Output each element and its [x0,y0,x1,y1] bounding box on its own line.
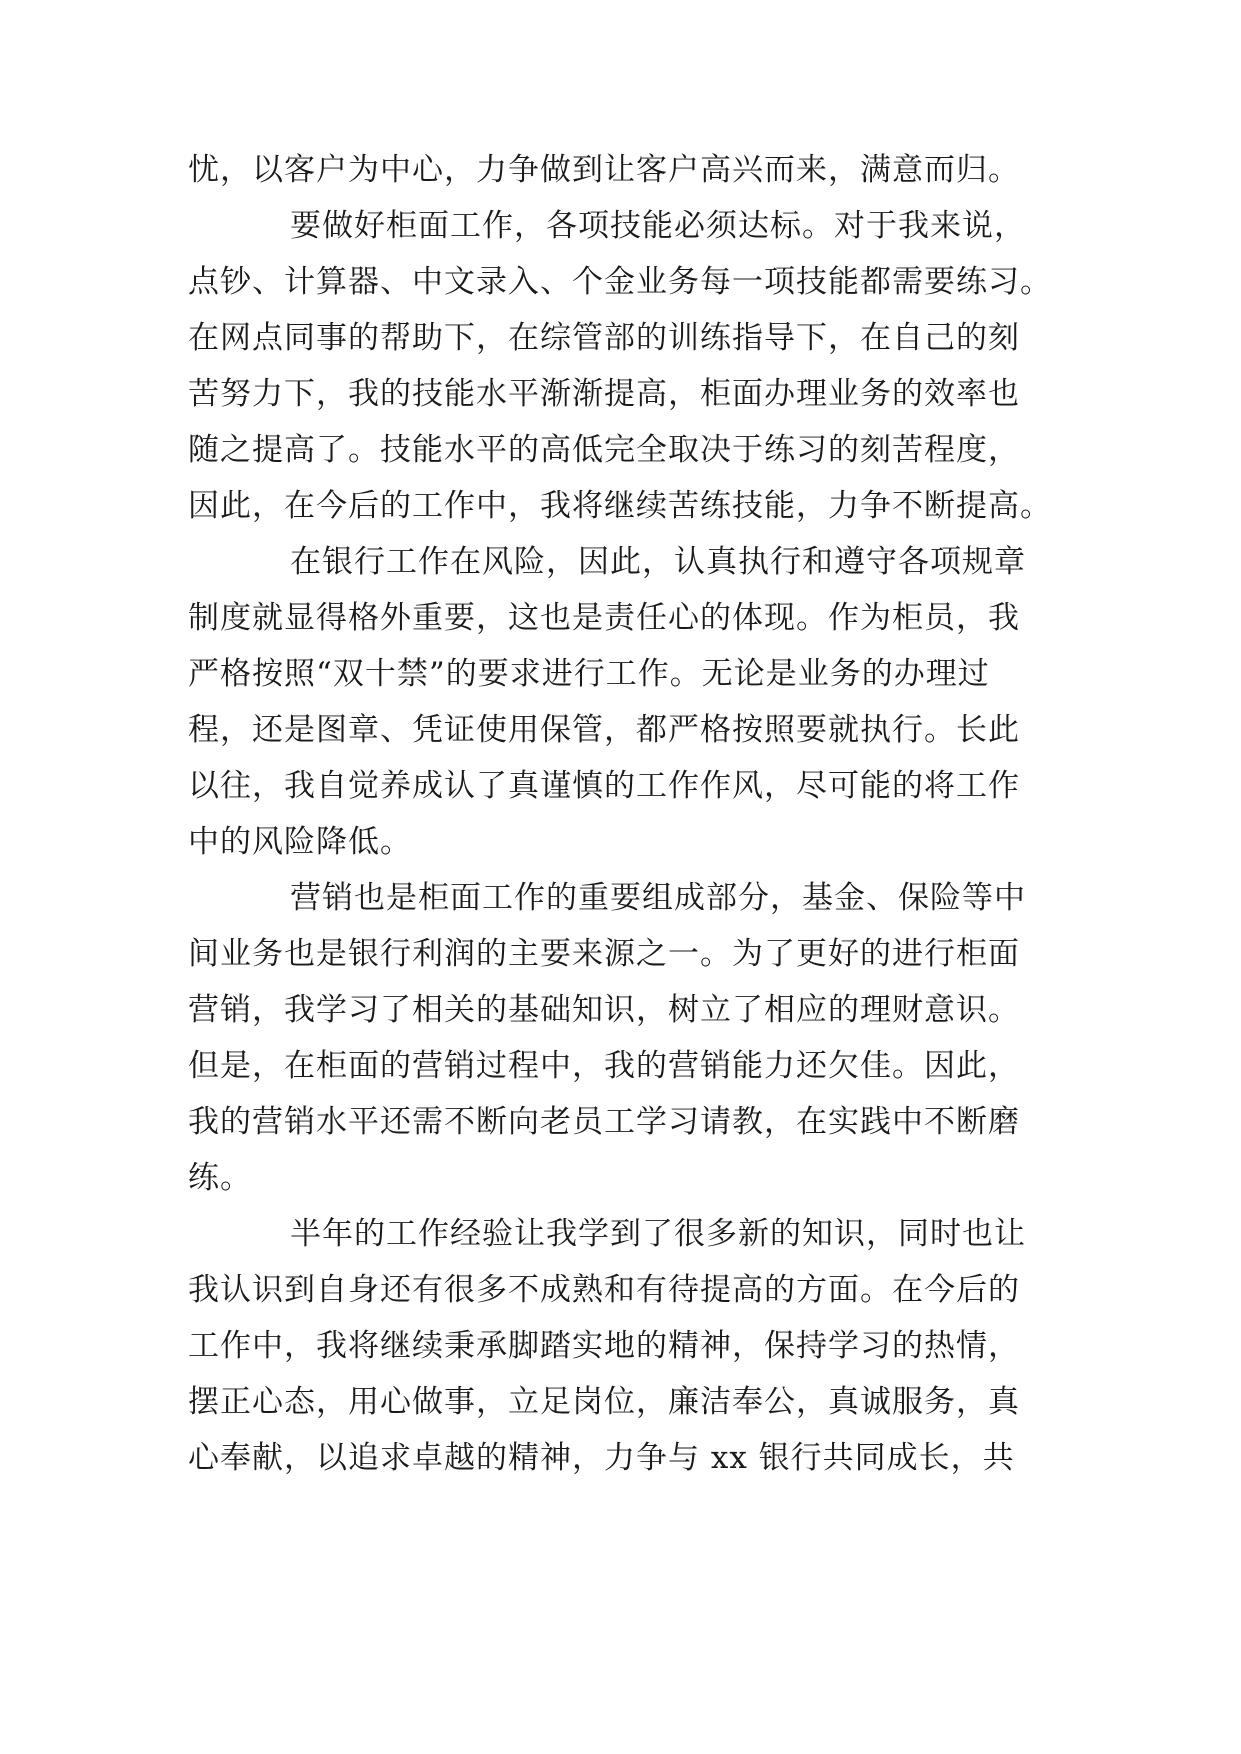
paragraph-first-line: 要做好柜面工作，各项技能必须达标。对于我来说， [290,208,1026,244]
paragraph-first-line: 营销也是柜面工作的重要组成部分，基金、保险等中 [290,880,1026,916]
text-line: 严格按照“双十禁”的要求进行工作。无论是业务的办理过 [188,656,990,692]
text-line: 因此，在今后的工作中，我将继续苦练技能，力争不断提高。 [188,488,1052,524]
text-line: 在网点同事的帮助下，在综管部的训练指导下，在自己的刻 [188,320,1020,356]
text-line: 心奉献，以追求卓越的精神，力争与 xx 银行共同成长，共 [188,1440,1015,1476]
text-line: 程，还是图章、凭证使用保管，都严格按照要就执行。长此 [188,712,1020,748]
text-line: 但是，在柜面的营销过程中，我的营销能力还欠佳。因此， [188,1048,1020,1084]
text-line: 苦努力下，我的技能水平渐渐提高，柜面办理业务的效率也 [188,376,1020,412]
text-line: 练。 [188,1160,252,1196]
text-line: 以往，我自觉养成认了真谨慎的工作作风，尽可能的将工作 [188,768,1020,804]
text-line: 忧，以客户为中心，力争做到让客户高兴而来，满意而归。 [188,152,1020,188]
text-line: 我的营销水平还需不断向老员工学习请教，在实践中不断磨 [188,1104,1020,1140]
text-line: 点钞、计算器、中文录入、个金业务每一项技能都需要练习。 [188,264,1052,300]
text-line: 摆正心态，用心做事，立足岗位，廉洁奉公，真诚服务，真 [188,1384,1020,1420]
text-line: 我认识到自身还有很多不成熟和有待提高的方面。在今后的 [188,1272,1020,1308]
text-line: 工作中，我将继续秉承脚踏实地的精神，保持学习的热情， [188,1328,1020,1364]
text-line: 间业务也是银行利润的主要来源之一。为了更好的进行柜面 [188,936,1020,972]
text-line: 随之提高了。技能水平的高低完全取决于练习的刻苦程度， [188,432,1020,468]
paragraph-first-line: 在银行工作在风险，因此，认真执行和遵守各项规章 [290,544,1026,580]
text-line: 制度就显得格外重要，这也是责任心的体现。作为柜员，我 [188,600,1020,636]
text-line: 中的风险降低。 [188,824,412,860]
text-line: 营销，我学习了相关的基础知识，树立了相应的理财意识。 [188,992,1020,1028]
paragraph-first-line: 半年的工作经验让我学到了很多新的知识，同时也让 [290,1216,1026,1252]
